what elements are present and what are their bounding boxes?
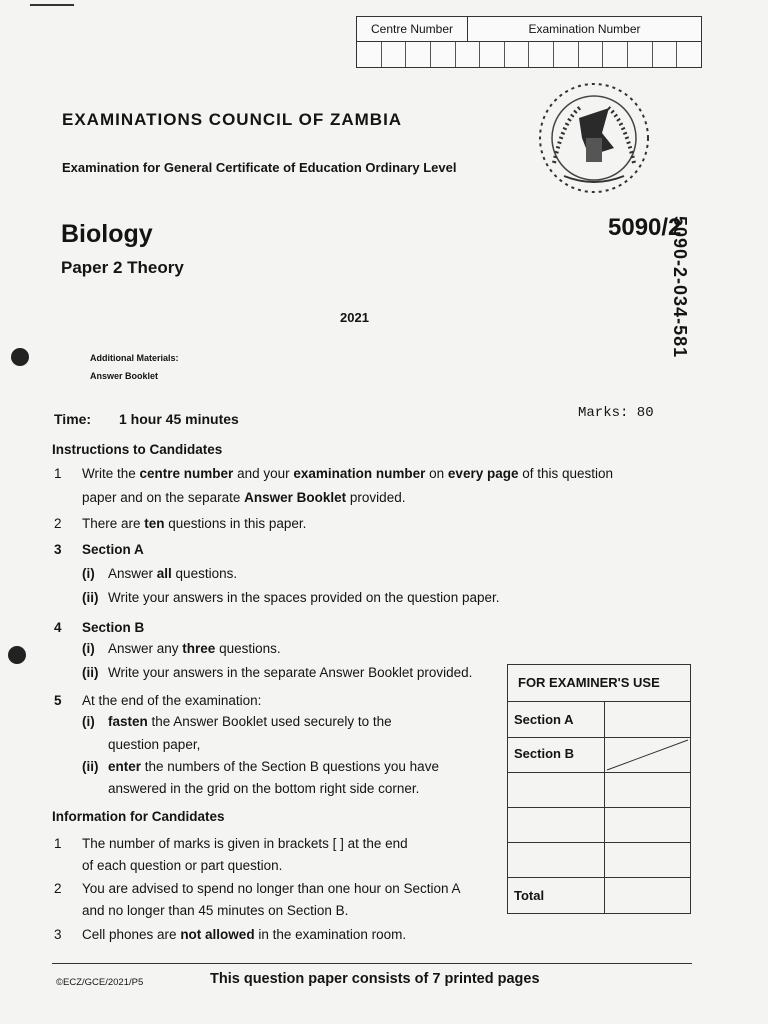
section-a-label: Section A [514, 712, 574, 727]
end-item-1-line-1: fasten the Answer Booklet used securely to the [108, 714, 392, 729]
number-cell[interactable] [579, 42, 604, 67]
exam-year: 2021 [340, 310, 369, 325]
instruction-4-number: 4 [54, 620, 62, 635]
info-3: Cell phones are not allowed in the examination room. [82, 927, 407, 942]
time-label: Time: [54, 411, 92, 427]
examiners-use-table [507, 664, 691, 914]
score-row [508, 808, 690, 843]
number-cell[interactable] [603, 42, 628, 67]
end-item-1-number: (i) [82, 714, 95, 729]
printed-pages-note: This question paper consists of 7 printed pages [210, 971, 540, 987]
section-b-label-cell [508, 738, 605, 772]
section-b-item-1-number: (i) [82, 641, 95, 656]
total-row [508, 878, 690, 913]
total-label: Total [514, 888, 545, 903]
number-cell[interactable] [529, 42, 554, 67]
number-cell[interactable] [406, 42, 431, 67]
instruction-1-line-1: Write the centre number and your examination number on every page of this question [82, 466, 614, 481]
information-heading: Information for Candidates [52, 809, 225, 824]
total-label-cell [508, 878, 605, 913]
number-cell[interactable] [554, 42, 579, 67]
candidate-number-grid [356, 16, 702, 68]
end-item-2-line-1: enter the numbers of the Section B questions you have [108, 759, 439, 774]
number-cell[interactable] [628, 42, 653, 67]
section-b-item-2: Write your answers in the separate Answer Booklet provided. [108, 665, 473, 680]
section-b-heading: Section B [82, 620, 145, 635]
instructions-heading: Instructions to Candidates [52, 442, 223, 457]
centre-number-label: Centre Number [357, 17, 468, 42]
section-b-row [508, 738, 690, 773]
section-a-item-1-number: (i) [82, 566, 95, 581]
number-cell[interactable] [653, 42, 678, 67]
section-a-item-2: Write your answers in the spaces provided on the question paper. [108, 590, 500, 605]
section-a-item-2-number: (ii) [82, 590, 99, 605]
score-cell [508, 843, 605, 877]
info-1-line-1: The number of marks is given in brackets [ ] at the end [82, 836, 408, 851]
additional-materials-item: Answer Booklet [90, 371, 159, 381]
number-cell[interactable] [382, 42, 407, 67]
paper-name: Paper 2 Theory [61, 258, 184, 277]
number-cell[interactable] [456, 42, 481, 67]
end-item-2-number: (ii) [82, 759, 99, 774]
section-a-row [508, 702, 690, 738]
score-row [508, 773, 690, 808]
footer-divider [52, 963, 692, 964]
section-a-item-1: Answer all questions. [108, 566, 238, 581]
section-a-label-cell [508, 702, 605, 737]
info-2-line-2: and no longer than 45 minutes on Section B. [82, 903, 349, 918]
number-cell[interactable] [357, 42, 382, 67]
examiner-title-row [508, 665, 690, 702]
exam-subtitle: Examination for General Certificate of Education Ordinary Level [62, 160, 457, 175]
info-2-line-1: You are advised to spend no longer than one hour on Section A [82, 881, 461, 896]
end-item-1-line-2: question paper, [108, 737, 201, 752]
score-cell [508, 773, 605, 807]
marks-total: Marks: 80 [578, 405, 654, 421]
instruction-5: At the end of the examination: [82, 693, 262, 708]
number-cell[interactable] [480, 42, 505, 67]
examination-number-label: Examination Number [468, 17, 701, 42]
punch-hole-icon [8, 646, 26, 664]
instruction-2: There are ten questions in this paper. [82, 516, 307, 531]
info-1-number: 1 [54, 836, 62, 851]
additional-materials-label: Additional Materials: [90, 353, 179, 363]
instruction-3-number: 3 [54, 542, 62, 557]
punch-hole-icon [11, 348, 29, 366]
score-cell [508, 808, 605, 842]
examiner-title: FOR EXAMINER'S USE [518, 675, 660, 690]
instruction-2-number: 2 [54, 516, 62, 531]
copyright-code: ©ECZ/GCE/2021/P5 [56, 977, 144, 988]
section-b-item-2-number: (ii) [82, 665, 99, 680]
number-cells [357, 42, 701, 67]
end-item-2-line-2: answered in the grid on the bottom right side corner. [108, 781, 420, 796]
time-value: 1 hour 45 minutes [119, 411, 239, 427]
section-a-heading: Section A [82, 542, 144, 557]
instruction-5-number: 5 [54, 693, 62, 708]
number-cell[interactable] [677, 42, 701, 67]
number-cell[interactable] [505, 42, 530, 67]
subject-title: Biology [61, 220, 153, 248]
info-1-line-2: of each question or part question. [82, 858, 283, 873]
info-2-number: 2 [54, 881, 62, 896]
diagonal-strike-icon [605, 738, 690, 772]
info-3-number: 3 [54, 927, 62, 942]
section-b-item-1: Answer any three questions. [108, 641, 281, 656]
section-b-label: Section B [514, 746, 574, 761]
top-margin-mark [30, 4, 74, 6]
paper-code: 5090/2 [608, 214, 682, 241]
coat-of-arms-seal-icon [534, 78, 654, 196]
council-title: EXAMINATIONS COUNCIL OF ZAMBIA [62, 110, 403, 129]
number-cell[interactable] [431, 42, 456, 67]
score-row [508, 843, 690, 878]
instruction-1-line-2: paper and on the separate Answer Booklet provided. [82, 490, 406, 505]
side-serial-code: 5090-2-034-581 [670, 216, 690, 359]
instruction-1-number: 1 [54, 466, 62, 481]
